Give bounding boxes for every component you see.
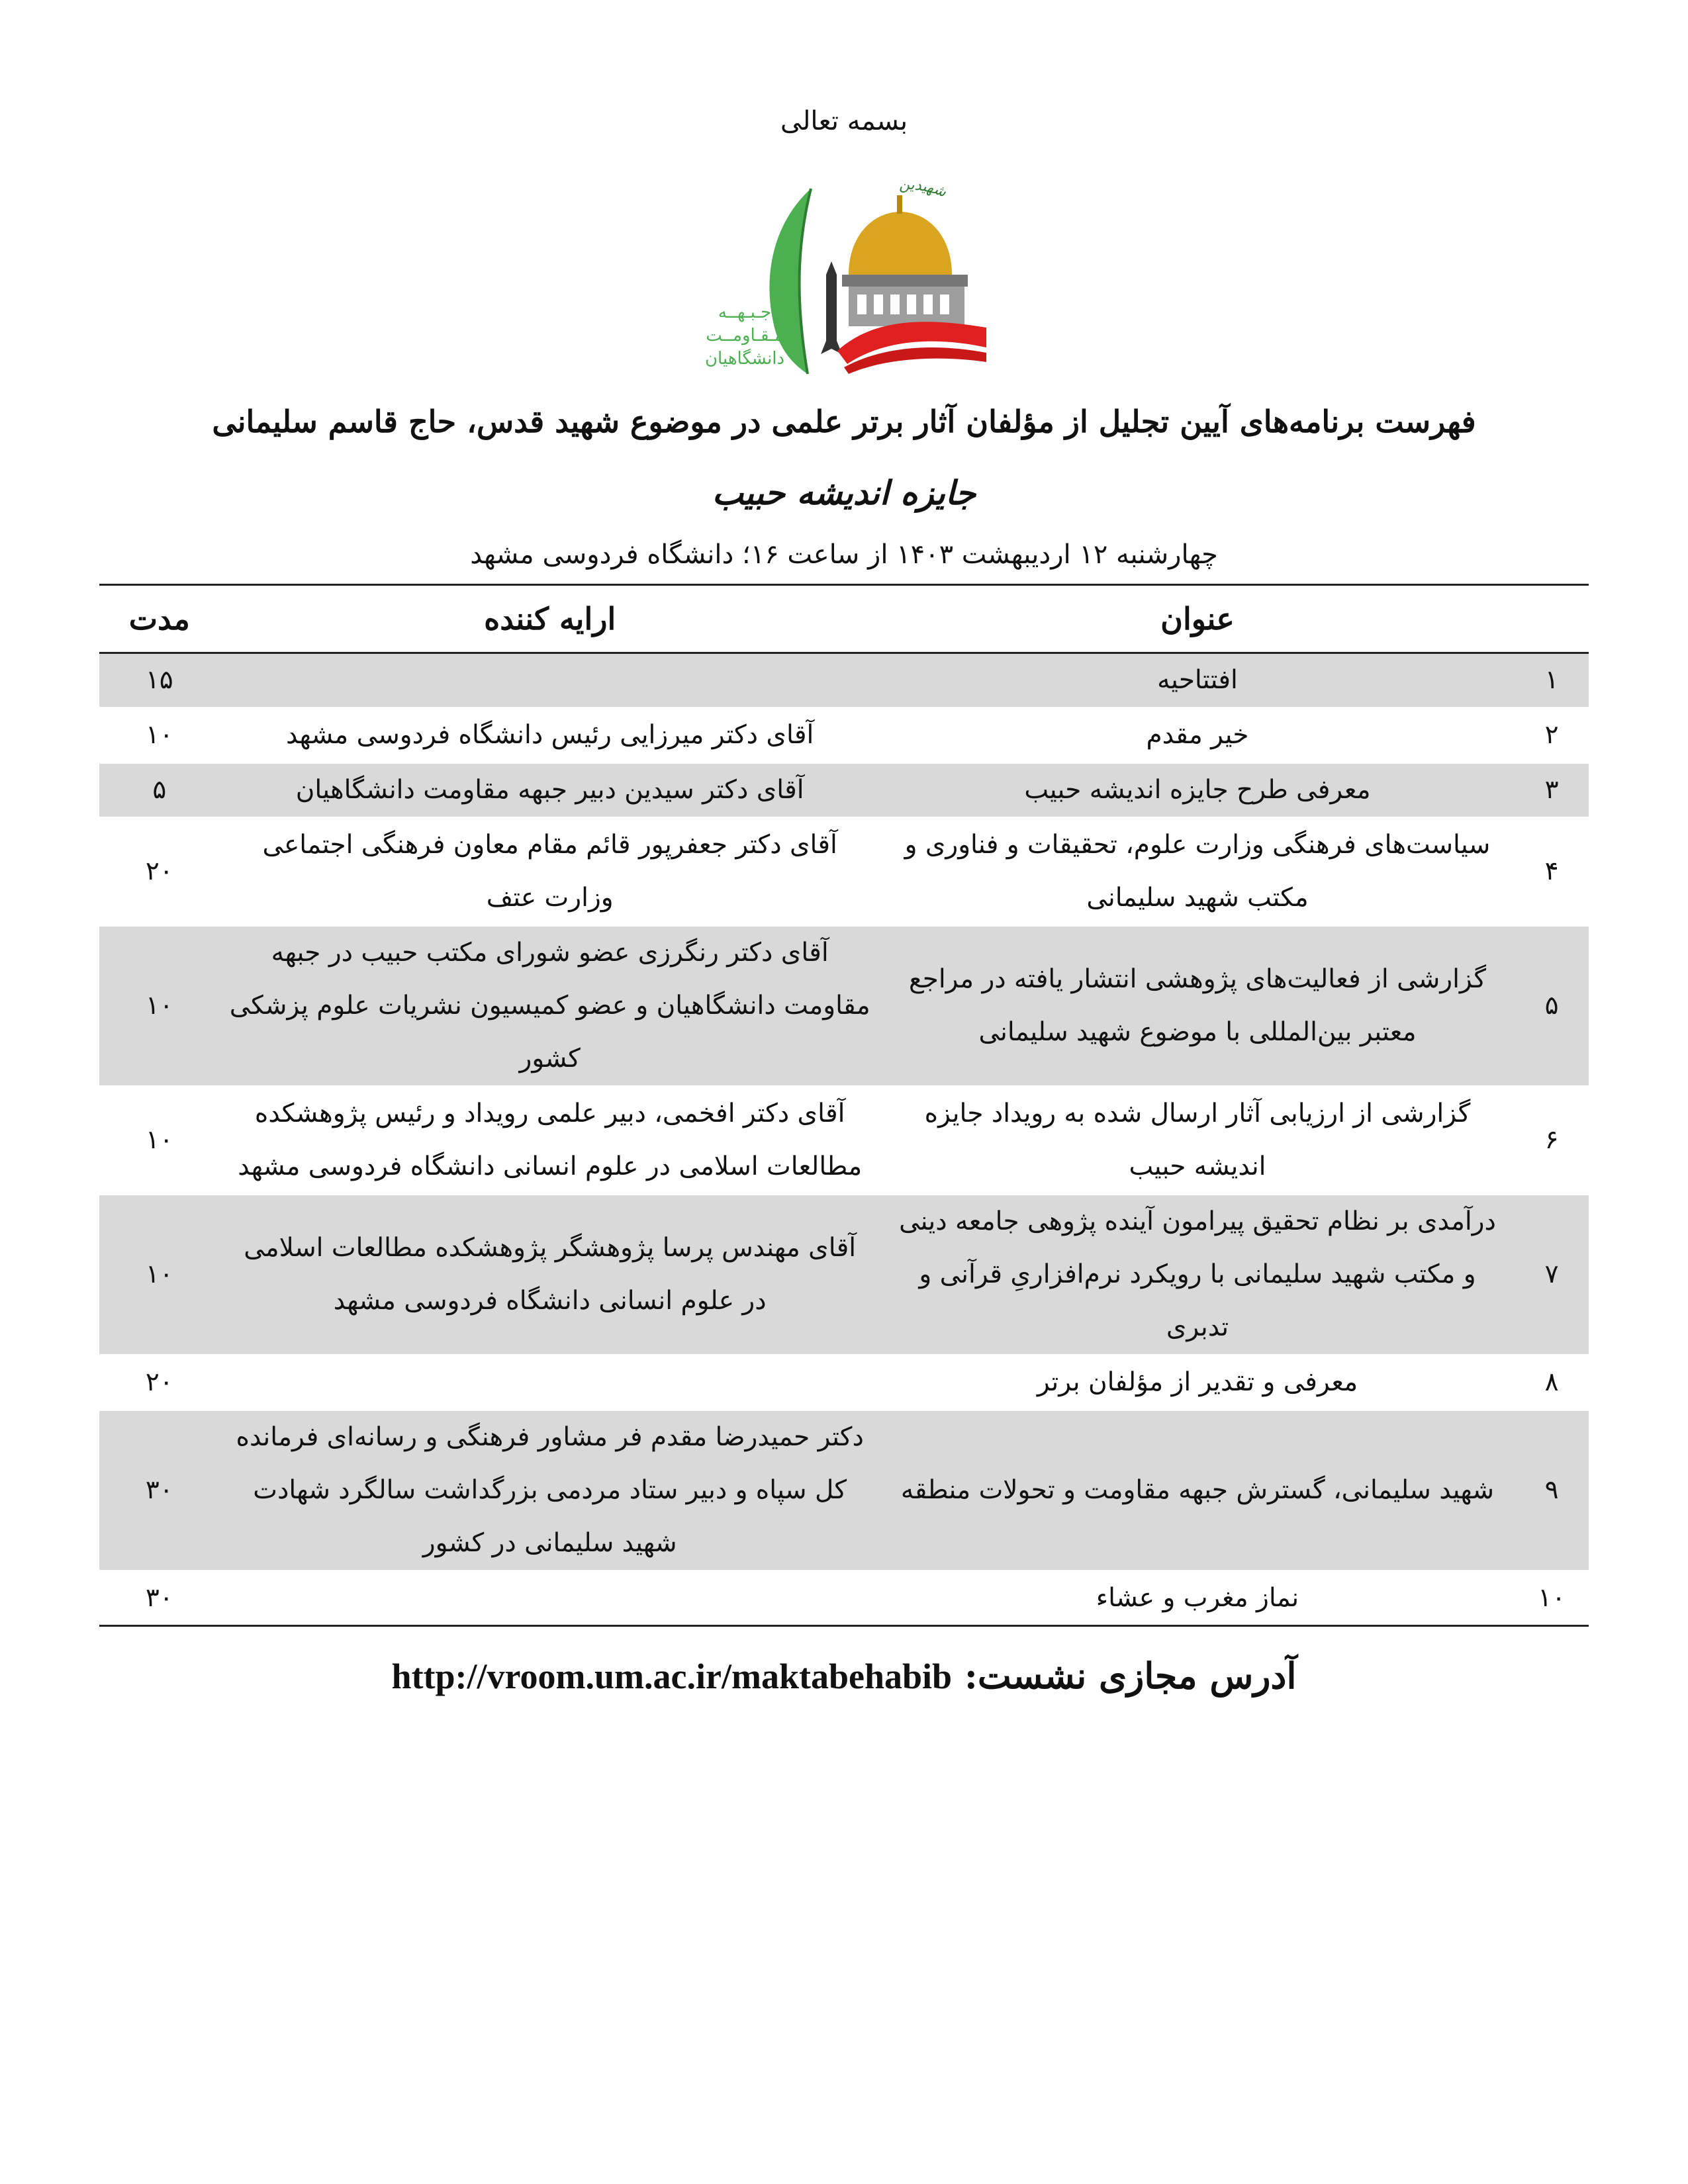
svg-text:آثارِ مصطفوی شهیدین (675, 175, 954, 203)
row-duration: ۱۵ (99, 653, 220, 708)
row-presenter: آقای دکتر سیدین دبیر جبهه مقاومت دانشگاهیان (220, 763, 880, 818)
row-title: شهید سلیمانی، گسترش جبهه مقاومت و تحولات منطقه (880, 1410, 1515, 1571)
logo-text-line-3: دانشگاهیان (704, 349, 785, 369)
row-duration: ۱۰ (99, 1087, 220, 1195)
row-number: ۴ (1515, 818, 1589, 926)
row-title: درآمدی بر نظام تحقیق پیرامون آینده پژوهی جامعه دینی و مکتب شهید سلیمانی با رویکرد نرم‌افزاریِ قرآنی و تدبری (880, 1195, 1515, 1355)
row-number: ۸ (1515, 1355, 1589, 1410)
table-row (99, 926, 1589, 1087)
table-row (99, 763, 1589, 818)
row-title: سیاست‌های فرهنگی وزارت علوم، تحقیقات و فناوری و مکتب شهید سلیمانی (880, 818, 1515, 926)
row-presenter (220, 1571, 880, 1626)
row-number: ۷ (1515, 1195, 1589, 1355)
row-title: معرفی و تقدیر از مؤلفان برتر (880, 1355, 1515, 1410)
row-duration: ۳۰ (99, 1571, 220, 1626)
table-row (99, 1355, 1589, 1410)
header-presenter: ارایه کننده (220, 585, 880, 653)
row-title: خیر مقدم (880, 708, 1515, 763)
row-duration: ۲۰ (99, 1355, 220, 1410)
row-title: گزارشی از فعالیت‌های پژوهشی انتشار یافته در مراجع معتبر بین‌المللی با موضوع شهید سلیمانی (880, 926, 1515, 1087)
row-presenter: آقای دکتر جعفرپور قائم مقام معاون فرهنگی اجتماعی وزارت عتف (220, 818, 880, 926)
row-duration: ۳۰ (99, 1410, 220, 1571)
table-row (99, 1087, 1589, 1195)
row-presenter: آقای دکتر میرزایی رئیس دانشگاه فردوسی مشهد (220, 708, 880, 763)
logo-text-line-1: جـبـهــه (718, 302, 772, 322)
logo-text-line-2: مـقـاومــت (706, 326, 784, 345)
virtual-address (0, 1655, 1688, 1697)
row-number: ۱۰ (1515, 1571, 1589, 1626)
row-number: ۵ (1515, 926, 1589, 1087)
logo-arc-text: شهیدین (899, 176, 949, 201)
row-number: ۳ (1515, 763, 1589, 818)
row-duration: ۱۰ (99, 1195, 220, 1355)
table-header-row (99, 585, 1589, 653)
resistance-front-logo (675, 175, 1019, 381)
row-title: نماز مغرب و عشاء (880, 1571, 1515, 1626)
row-number: ۹ (1515, 1410, 1589, 1571)
award-name: جایزه اندیشه حبیب (712, 473, 976, 512)
table-row (99, 653, 1589, 708)
event-date-location: چهارشنبه ۱۲ اردیبهشت ۱۴۰۳ از ساعت ۱۶؛ دانشگاه فردوسی مشهد (470, 539, 1218, 570)
page-title: فهرست برنامه‌های آیین تجلیل از مؤلفان آثار برتر علمی در موضوع شهید قدس، حاج قاسم سلیمانی (212, 404, 1476, 439)
row-duration: ۱۰ (99, 708, 220, 763)
table-row (99, 818, 1589, 926)
row-title: معرفی طرح جایزه اندیشه حبیب (880, 763, 1515, 818)
row-presenter (220, 653, 880, 708)
row-title: افتتاحیه (880, 653, 1515, 708)
row-duration: ۲۰ (99, 818, 220, 926)
basmala: بسمه تعالی (780, 106, 908, 136)
row-presenter: دکتر حمیدرضا مقدم فر مشاور فرهنگی و رسانه‌ای فرمانده کل سپاه و دبیر ستاد مردمی بزرگداشت سالگرد شهادت شهید سلیمانی در کشور (220, 1410, 880, 1571)
program-schedule-table (99, 584, 1589, 1627)
row-presenter: آقای مهندس پرسا پژوهشگر پژوهشکده مطالعات اسلامی در علوم انسانی دانشگاه فردوسی مشهد (220, 1195, 880, 1355)
header-number (1515, 585, 1589, 653)
row-title: گزارشی از ارزیابی آثار ارسال شده به رویداد جایزه اندیشه حبیب (880, 1087, 1515, 1195)
row-number: ۶ (1515, 1087, 1589, 1195)
row-number: ۲ (1515, 708, 1589, 763)
row-presenter (220, 1355, 880, 1410)
table-row (99, 708, 1589, 763)
header-duration: مدت (99, 585, 220, 653)
row-number: ۱ (1515, 653, 1589, 708)
table-row (99, 1571, 1589, 1626)
header-title: عنوان (880, 585, 1515, 653)
table-row (99, 1410, 1589, 1571)
table-row (99, 1195, 1589, 1355)
row-duration: ۱۰ (99, 926, 220, 1087)
row-presenter: آقای دکتر رنگرزی عضو شورای مکتب حبیب در جبهه مقاومت دانشگاهیان و عضو کمیسیون نشریات علوم پزشکی کشور (220, 926, 880, 1087)
row-duration: ۵ (99, 763, 220, 818)
row-presenter: آقای دکتر افخمی، دبیر علمی رویداد و رئیس پژوهشکده مطالعات اسلامی در علوم انسانی دانشگاه فردوسی مشهد (220, 1087, 880, 1195)
virtual-address-label: آدرس مجازی نشست: (964, 1655, 1297, 1697)
meeting-url-link[interactable]: http://vroom.um.ac.ir/maktabehabib (391, 1657, 953, 1696)
